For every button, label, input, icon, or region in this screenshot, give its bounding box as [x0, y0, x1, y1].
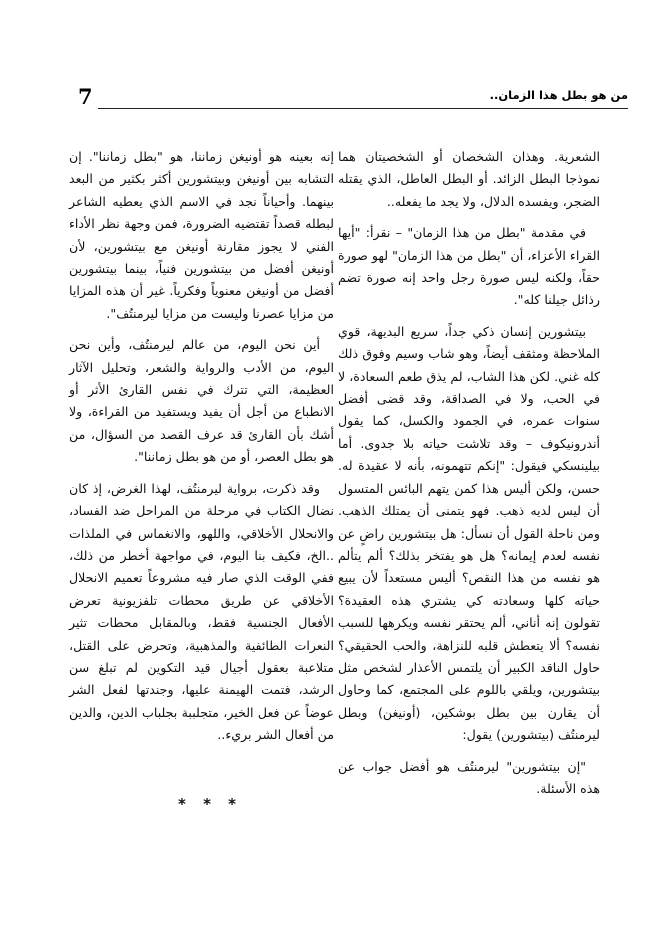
paragraph: وقد ذكرت، برواية ليرمنتُف، لهذا الغرض، إذ كان نضال الكتاب في مرحلة من المراحل ضد الفساد، والانحلال الأخلاقي، واللهو، والانغماس في الملذات ..الخ، فكيف بنا اليوم، في مواجهة أخطر من ذلك، ففي الوقت الذي صار فيه مشروعاً تعميم الانحلال الأخلاقي عن طريق محطات تلفزيونية تعرض الأفعال الجنسية فقط، وبالمقابل محطات تثير النعرات الطائفية والمذهبية، وتحرض على القتل، متلاعبة بعقول أجيال قيد التكوين لم تبلغ سن الرشد، فتمت الهيمنة عليها، وجندتها لفعل الشر عوضاً عن فعل الخير، متجلببة بجلباب الدين، والدين من أفعال الشر بريء..: [69, 480, 334, 743]
running-title: من هو بطل هذا الزمان..: [489, 88, 628, 102]
left-column: [69, 146, 334, 756]
right-column: [338, 146, 600, 809]
page-number: 7: [78, 84, 93, 109]
page-header: [60, 86, 628, 112]
header-rule: [98, 108, 628, 109]
paragraph: إنه بعينه هو أونيغن زماننا، هو "بطل زماننا". إن التشابه بين أونيغن وبيتشورين أكثر بكثير من البعد بينهما. وأحياناً نجد في الاسم الذي يعطيه الشاعر لبطله قصداً تقتضيه الضرورة، فمن وجهة نظر الأداء الفني لا يجوز مقارنة أونيغن مع بيتشورين، لأن أونيغن أفضل من بيتشورين فنياً، بينما بيتشورين أفضل من أونيغن معنوياً وفكرياً. غير أن هذه المزايا من مزايا عصرنا وليست من مزايا ليرمنتُف".: [69, 149, 334, 321]
paragraph: "إن بيتشورين" ليرمنتُف هو أفضل جواب عن هذه الأسئلة.: [338, 758, 600, 796]
paragraph: بيتشورين إنسان ذكي جداً، سريع البديهة، قوي الملاحظة ومثقف أيضاً، وهو شاب وسيم وفوق ذلك كله غني. لكن هذا الشاب، لم يذق طعم السعادة، لا في الحب، ولا في الصداقة، وقد قضى أفضل سنوات عمره، في الجمود والكسل، كما يقول أندرونيكوف – وقد تلاشت حياته بلا جدوى. أما بيلينسكي فيقول: "إنكم تتهمونه، بأنه لا عقيدة له. حسن، ولكن أليس هذا كمن يتهم البائس المتسول أن ليس لديه ذهب. فهو يتمنى أن يمتلك الذهب. ومن ناحلة القول أن نسأل: هل بيتشورين راضٍ عن نفسه لعدم إيمانه؟ هل هو يفتخر بذلك؟ ألم يتألم هو نفسه من هذا النقص؟ أليس مستعداً لأن يبيع حياته كلها وسعادته كي يشتري هذه العقيدة؟ تقولون إنه أناني، ألم يحتقر نفسه ويكرهها للسبب نفسه؟ ألا يتعطش قلبه للنزاهة، والحب الحقيقي؟ حاول الناقد الكبير أن يلتمس الأعذار لشخص مثل بيتشورين، ويلقي باللوم على المجتمع، كما وحاول أن يقارن بين بطل بوشكين، (أونيغن) وبطل ليرمنتُف (بيتشورين) يقول:: [338, 323, 600, 743]
section-separator: * * *: [178, 795, 242, 813]
paragraph: في مقدمة "بطل من هذا الزمان" – نقرأ: "أيها القراء الأعزاء، أن "بطل من هذا الزمان" لهو صورة حقاً، ولكنه ليس صورة رجل واحد إنه صورة تضم رذائل جيلنا كله".: [338, 225, 600, 308]
paragraph: أين نحن اليوم، من عالم ليرمنتُف، وأين نحن اليوم، من الأدب والرواية والشعر، وتحليل الآثار العظيمة، التي تترك في نفس القارئ الأثر أو الانطباع من أجل أن يفيد ويستفيد من القراءة، ولا أشك بأن القارئ قد عرف القصد من السؤال، من هو بطل العصر، أو من هو بطل زماننا".: [69, 337, 334, 465]
paragraph: الشعرية. وهذان الشخصان أو الشخصيتان هما نموذجا البطل الزائد. أو البطل العاطل، الذي يقتله الضجر، ويفسده الدلال، ولا يجد ما يفعله..: [338, 149, 600, 209]
